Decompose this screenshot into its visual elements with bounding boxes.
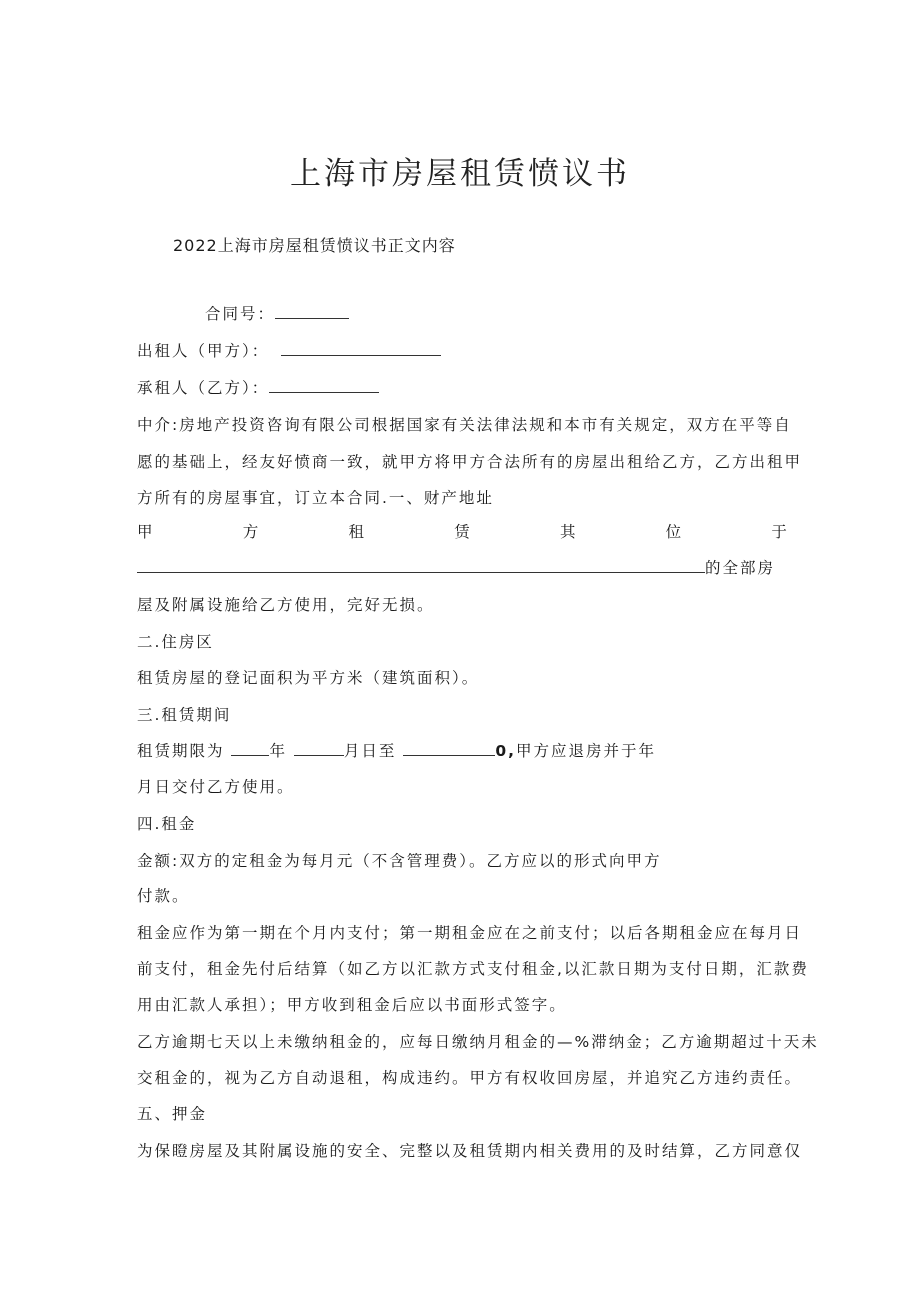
lessor-label: 出租人（甲方）： [137, 342, 270, 360]
lessor-line [137, 339, 441, 361]
intro-line-2: 愿的基础上，经友好愤商一致，就甲方将甲方合法所有的房屋出租给乙方，乙方出租甲 [137, 453, 803, 471]
deposit-line-1: 为保瞪房屋及其附属设施的安全、完整以及租赁期内相关费用的及时结算，乙方同意仅 [137, 1142, 803, 1160]
section-3-heading: 三.租赁期间 [137, 706, 232, 724]
term-prefix: 租赁期限为 [137, 742, 225, 760]
location-word: 方 [242, 523, 259, 541]
document-title: 上海市房屋租赁愤议书 [290, 156, 630, 192]
lessee-blank [269, 378, 379, 393]
lessor-blank [281, 341, 441, 356]
payment-line-3: 用由汇款人承担）；甲方收到租金后应以书面形式签字。 [137, 996, 567, 1014]
section-5-heading: 五、押金 [137, 1105, 208, 1123]
rent-line-1: 金额:双方的定租金为每月元（不含管理费）。乙方应以的形式向甲方 [137, 852, 662, 870]
lessee-line [137, 376, 379, 398]
location-word: 位 [665, 523, 682, 541]
location-word: 赁 [454, 523, 470, 541]
term-month: 月日至 [343, 742, 397, 760]
term-line [137, 739, 656, 761]
term-suffix: 甲方应退房并于年 [516, 742, 657, 760]
section-2-text: 租赁房屋的登记面积为平方米（建筑面积）。 [137, 669, 480, 687]
term-year-blank [231, 741, 269, 756]
location-address-blank [137, 558, 705, 573]
late-fee-line-1: 乙方逾期七天以上未缴纳租金的，应每日缴纳月租金的—%滞纳金；乙方逾期超过十天未 [137, 1033, 819, 1051]
intro-line-1: 中介:房地产投资咨询有限公司根据国家有关法律法规和本市有关规定，双方在平等自 [137, 416, 792, 434]
rent-line-2: 付款。 [137, 887, 190, 905]
contract-number-blank [275, 304, 349, 319]
document-subtitle: 2022上海市房屋租赁愤议书正文内容 [173, 236, 456, 255]
term-end-blank [403, 741, 495, 756]
payment-line-2: 前支付，租金先付后结算（如乙方以汇款方式支付租金,以汇款日期为支付日期，汇款费 [137, 960, 809, 978]
location-word: 甲 [137, 523, 153, 541]
contract-number-label: 合同号： [205, 305, 276, 323]
intro-line-3: 方所有的房屋事宜，订立本合同.一、财产地址 [137, 489, 494, 507]
lessee-label: 承租人（乙方）： [137, 379, 270, 397]
term-month-blank [294, 741, 344, 756]
section-2-heading: 二.住房区 [137, 633, 214, 651]
location-word: 其 [559, 523, 576, 541]
term-year: 年 [269, 742, 287, 760]
location-tail: 的全部房 [705, 559, 776, 577]
location-word: 租 [348, 523, 364, 541]
location-line-3: 屋及附属设施给乙方使用，完好无损。 [137, 596, 435, 614]
contract-number-line [205, 302, 349, 324]
term-zero: 0, [495, 742, 517, 760]
location-spread-line [137, 520, 787, 542]
payment-line-1: 租金应作为第一期在个月内支付；第一期租金应在之前支付；以后各期租金应在每月日 [137, 924, 803, 942]
location-address-line [137, 556, 775, 578]
late-fee-line-2: 交租金的，视为乙方自动退租，构成违约。甲方有权收回房屋，并追究乙方违约责任。 [137, 1069, 803, 1087]
section-4-heading: 四.租金 [137, 815, 197, 833]
term-line-2: 月日交付乙方使用。 [137, 778, 295, 796]
location-word: 于 [771, 523, 787, 541]
